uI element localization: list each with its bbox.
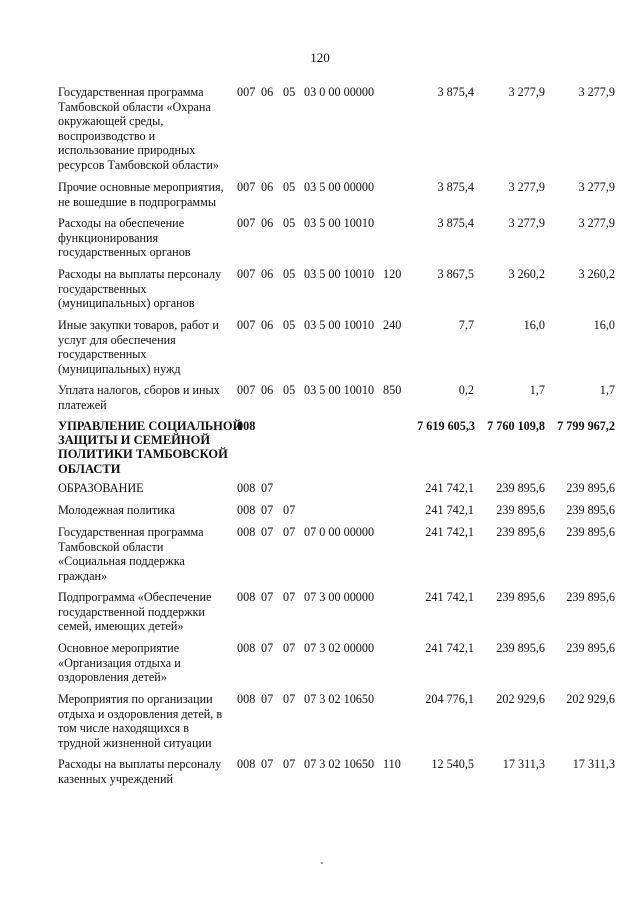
row-value-2: 239 895,6 <box>496 503 545 517</box>
table-row <box>0 525 640 590</box>
row-value-3: 3 277,9 <box>578 180 615 194</box>
row-csr: 07 3 00 00000 <box>304 590 375 604</box>
table-row <box>0 641 640 692</box>
row-csr: 03 5 00 10010 <box>304 267 375 281</box>
row-name: Прочие основные мероприятия, не вошедшие в подпрограммы <box>58 180 224 209</box>
row-pr: 05 <box>283 180 296 194</box>
table-row-department <box>0 419 640 481</box>
row-value-1: 241 742,1 <box>425 590 474 604</box>
row-vr: 240 <box>383 318 402 332</box>
row-value-1: 7 619 605,3 <box>417 419 475 433</box>
table-row <box>0 267 640 318</box>
row-pr: 07 <box>283 525 296 539</box>
row-pr: 05 <box>283 85 296 99</box>
row-csr: 07 0 00 00000 <box>304 525 375 539</box>
row-value-2: 3 277,9 <box>508 216 545 230</box>
row-value-2: 202 929,6 <box>496 692 545 706</box>
row-rz: 06 <box>261 216 274 230</box>
row-value-2: 3 260,2 <box>508 267 545 281</box>
table-row <box>0 481 640 503</box>
row-name: Подпрограмма «Обеспечение государственной поддержки семей, имеющих детей» <box>58 590 212 634</box>
row-value-2: 239 895,6 <box>496 590 545 604</box>
row-value-1: 3 875,4 <box>437 216 474 230</box>
row-csr: 03 5 00 10010 <box>304 216 375 230</box>
row-ved: 007 <box>237 180 256 194</box>
row-ved: 007 <box>237 383 256 397</box>
row-value-3: 1,7 <box>599 383 615 397</box>
row-rz: 07 <box>261 481 274 495</box>
row-name: Уплата налогов, сборов и иных платежей <box>58 383 220 412</box>
row-rz: 07 <box>261 641 274 655</box>
row-value-3: 7 799 967,2 <box>557 419 615 433</box>
row-value-2: 7 760 109,8 <box>487 419 545 433</box>
row-name: ОБРАЗОВАНИЕ <box>58 481 144 495</box>
row-ved: 008 <box>237 419 256 433</box>
row-value-3: 202 929,6 <box>566 692 615 706</box>
row-name: Молодежная политика <box>58 503 175 517</box>
table-row <box>0 85 640 180</box>
row-pr: 07 <box>283 641 296 655</box>
table-row <box>0 383 640 419</box>
row-rz: 07 <box>261 757 274 771</box>
row-value-2: 17 311,3 <box>502 757 545 771</box>
row-name: Расходы на выплаты персоналу казенных учреждений <box>58 757 222 786</box>
table-row <box>0 757 640 793</box>
row-ved: 008 <box>237 481 256 495</box>
row-rz: 06 <box>261 85 274 99</box>
row-pr: 07 <box>283 590 296 604</box>
table-row <box>0 318 640 383</box>
page-number: 120 <box>310 50 330 65</box>
row-rz: 06 <box>261 267 274 281</box>
row-value-1: 3 875,4 <box>437 85 474 99</box>
row-value-3: 17 311,3 <box>572 757 615 771</box>
table-row <box>0 216 640 267</box>
row-csr: 03 5 00 00000 <box>304 180 375 194</box>
row-value-3: 16,0 <box>593 318 615 332</box>
row-value-1: 241 742,1 <box>425 525 474 539</box>
row-ved: 008 <box>237 692 256 706</box>
row-name: Государственная программа Тамбовской области «Социальная поддержка граждан» <box>58 525 204 583</box>
row-value-3: 3 260,2 <box>578 267 615 281</box>
row-value-3: 3 277,9 <box>578 216 615 230</box>
row-ved: 007 <box>237 318 256 332</box>
row-ved: 008 <box>237 757 256 771</box>
row-rz: 06 <box>261 318 274 332</box>
row-rz: 07 <box>261 692 274 706</box>
row-csr: 03 0 00 00000 <box>304 85 375 99</box>
row-value-2: 239 895,6 <box>496 525 545 539</box>
row-name: Государственная программа Тамбовской области «Охрана окружающей среды, воспроизводство и использование природных ресурсов Тамбовской области» <box>58 85 219 172</box>
row-name: УПРАВЛЕНИЕ СОЦИАЛЬНОЙ ЗАЩИТЫ И СЕМЕЙНОЙ ПОЛИТИКИ ТАМБОВСКОЙ ОБЛАСТИ <box>58 419 243 476</box>
row-ved: 007 <box>237 85 256 99</box>
row-csr: 07 3 02 00000 <box>304 641 375 655</box>
row-value-2: 16,0 <box>523 318 545 332</box>
row-value-3: 239 895,6 <box>566 503 615 517</box>
row-value-2: 239 895,6 <box>496 641 545 655</box>
row-vr: 850 <box>383 383 402 397</box>
row-rz: 07 <box>261 590 274 604</box>
row-csr: 03 5 00 10010 <box>304 383 375 397</box>
row-value-1: 3 867,5 <box>437 267 474 281</box>
row-pr: 05 <box>283 318 296 332</box>
row-name: Расходы на выплаты персоналу государственных (муниципальных) органов <box>58 267 222 311</box>
row-csr: 03 5 00 10010 <box>304 318 375 332</box>
row-vr: 110 <box>383 757 401 771</box>
row-value-3: 239 895,6 <box>566 525 615 539</box>
row-pr: 05 <box>283 383 296 397</box>
row-name: Мероприятия по организации отдыха и оздоровления детей, в том числе находящихся в трудной жизненной ситуации <box>58 692 223 750</box>
row-pr: 07 <box>283 757 296 771</box>
row-pr: 05 <box>283 267 296 281</box>
scan-speck <box>321 862 323 864</box>
row-value-2: 3 277,9 <box>508 180 545 194</box>
row-ved: 008 <box>237 525 256 539</box>
row-value-1: 241 742,1 <box>425 503 474 517</box>
row-rz: 06 <box>261 180 274 194</box>
row-value-2: 1,7 <box>529 383 545 397</box>
row-value-2: 3 277,9 <box>508 85 545 99</box>
table-row <box>0 180 640 216</box>
row-vr: 120 <box>383 267 402 281</box>
row-ved: 008 <box>237 641 256 655</box>
row-pr: 05 <box>283 216 296 230</box>
row-value-3: 239 895,6 <box>566 481 615 495</box>
budget-table <box>0 85 640 793</box>
row-pr: 07 <box>283 503 296 517</box>
row-value-1: 7,7 <box>458 318 474 332</box>
row-rz: 06 <box>261 383 274 397</box>
row-value-3: 239 895,6 <box>566 590 615 604</box>
row-rz: 07 <box>261 503 274 517</box>
table-row <box>0 503 640 525</box>
row-name: Иные закупки товаров, работ и услуг для обеспечения государственных (муниципальных) нужд <box>58 318 219 376</box>
table-row <box>0 590 640 641</box>
row-ved: 008 <box>237 503 256 517</box>
row-value-1: 204 776,1 <box>425 692 474 706</box>
row-ved: 007 <box>237 216 256 230</box>
row-value-1: 241 742,1 <box>425 641 474 655</box>
row-csr: 07 3 02 10650 <box>304 692 375 706</box>
row-ved: 007 <box>237 267 256 281</box>
row-pr: 07 <box>283 692 296 706</box>
row-value-1: 241 742,1 <box>425 481 474 495</box>
row-value-2: 239 895,6 <box>496 481 545 495</box>
row-value-3: 239 895,6 <box>566 641 615 655</box>
row-ved: 008 <box>237 590 256 604</box>
row-value-1: 0,2 <box>458 383 474 397</box>
table-row <box>0 692 640 757</box>
row-value-1: 3 875,4 <box>437 180 474 194</box>
row-name: Расходы на обеспечение функционирования государственных органов <box>58 216 191 260</box>
row-csr: 07 3 02 10650 <box>304 757 375 771</box>
row-value-1: 12 540,5 <box>431 757 474 771</box>
row-name: Основное мероприятие «Организация отдыха и оздоровления детей» <box>58 641 181 685</box>
row-value-3: 3 277,9 <box>578 85 615 99</box>
row-rz: 07 <box>261 525 274 539</box>
